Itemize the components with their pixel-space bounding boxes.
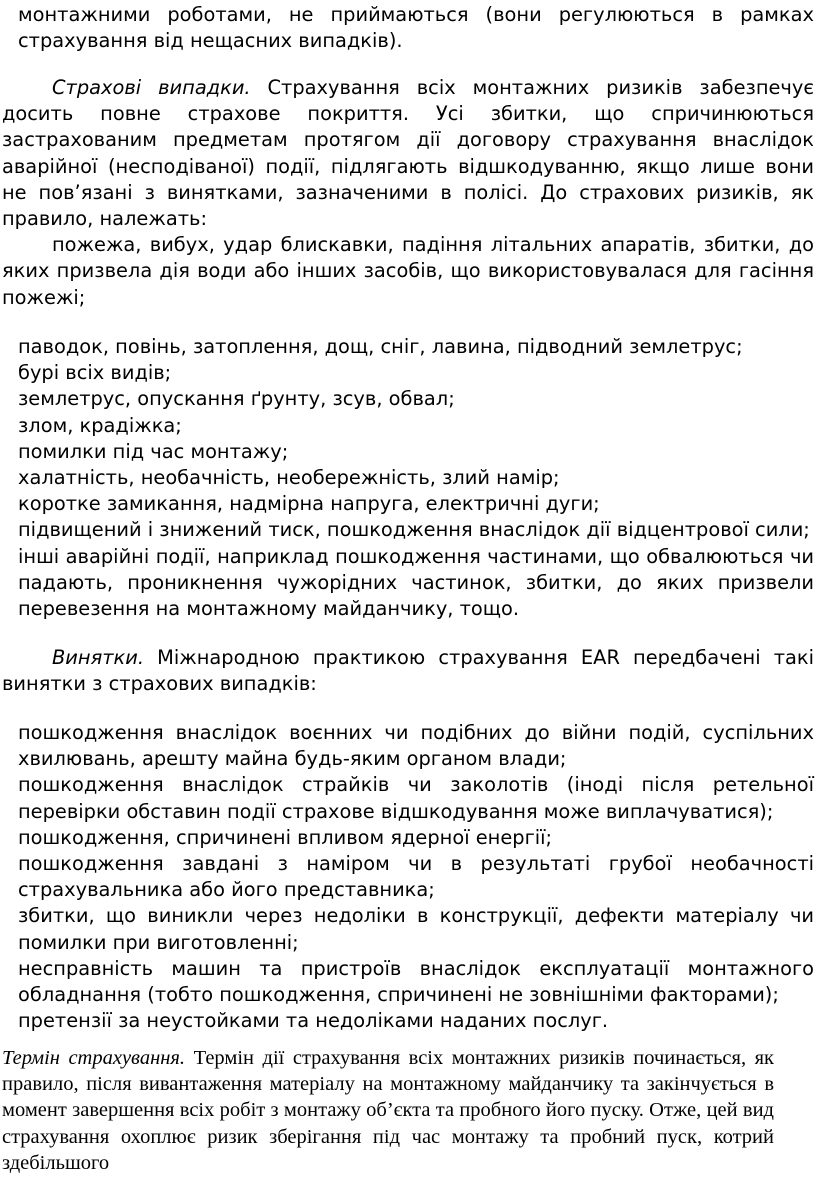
insured-events-first-item: пожежа, вибух, удар блискавки, падіння літальних апаратів, збитки, до яких призвела дія води або інших засобів, що використовувалася для гасіння пожежі;: [2, 233, 814, 309]
exclusions-heading: Винятки.: [52, 646, 145, 669]
list-item: пошкодження внаслідок воєнних чи подібних до війни подій, суспільних хвилювань, арешту майна будь-яким органом влади;: [18, 721, 814, 771]
term-paragraph: [2, 1045, 774, 1176]
term-section: [2, 1045, 774, 1176]
list-item: пошкодження завдані з наміром чи в результаті грубої необачності страхувальника або його представника;: [18, 852, 814, 902]
intro-text: монтажними роботами, не приймаються (вони регулюються в рамках страхування від нещасних випадків).: [18, 3, 814, 53]
exclusions-text: Міжнародною практикою страхування EAR передбачені такі винятки з страхових випадків:: [2, 646, 814, 696]
list-item: претензії за неустойками та недоліками наданих послуг.: [18, 1009, 609, 1033]
list-item: коротке замикання, надмірна напруга, електричні дуги;: [18, 492, 600, 516]
list-item: пошкодження, спричинені впливом ядерної енергії;: [18, 825, 553, 849]
list-item: пошкодження внаслідок страйків чи заколотів (іноді після ретельної перевірки обставин події страхове відшкодування може виплачуватися);: [18, 773, 814, 823]
term-heading: Термін страхування.: [2, 1047, 186, 1069]
exclusions-list: [18, 720, 814, 1034]
list-item: інші аварійні події, наприклад пошкодження частинами, що обвалюються чи падають, проникнення чужорідних частинок, збитки, до яких призвели перевезення на монтажному майданчику, тощо.: [18, 544, 814, 621]
list-item: злом, крадіжка;: [18, 413, 182, 437]
insured-events-heading: Страхові випадки.: [52, 76, 251, 99]
term-text: Термін дії страхування всіх монтажних ризиків починається, як правило, після вивантаження матеріалу на монтажному майданчику та закінчується в момент завершення всіх робіт з монтажу об’єкта та пробного його пуску. Отже, цей вид страхування охоплює ризик зберігання під час монтажу та пробний пуск, котрий здебільшого: [2, 1047, 774, 1174]
list-item: бурі всіх видів;: [18, 361, 172, 385]
list-item: збитки, що виникли через недоліки в конструкції, дефекти матеріалу чи помилки при виготовленні;: [18, 904, 814, 954]
insured-events-list: [18, 334, 814, 622]
list-item: паводок, повінь, затоплення, дощ, сніг, лавина, підводний землетрус;: [18, 335, 743, 358]
list-item: халатність, необачність, необережність, злий намір;: [18, 466, 560, 490]
list-item: підвищений і знижений тиск, пошкодження внаслідок дії відцентрової сили;: [18, 518, 810, 542]
insured-events-section: [2, 75, 814, 311]
exclusions-section: [2, 645, 814, 697]
insured-events-text: Страхування всіх монтажних ризиків забезпечує досить повне страхове покриття. Усі збитки, що спричинюються застрахованим предметам протягом дії договору страхування внаслідок аварійної (несподіваної) події, підлягають відшкодуванню, якщо лише вони не пов’язані з винятками, зазначеними в полісі. До страхових ризиків, як правило, належать:: [2, 76, 814, 231]
list-item: землетрус, опускання ґрунту, зсув, обвал;: [18, 387, 455, 411]
exclusions-paragraph: [2, 645, 814, 697]
list-item: несправність машин та пристроїв внаслідок експлуатації монтажного обладнання (тобто пошкодження, спричинені не зовнішніми факторами);: [18, 956, 814, 1007]
insured-events-paragraph: [2, 75, 814, 232]
list-item: помилки під час монтажу;: [18, 439, 289, 463]
intro-paragraph: [18, 2, 814, 54]
